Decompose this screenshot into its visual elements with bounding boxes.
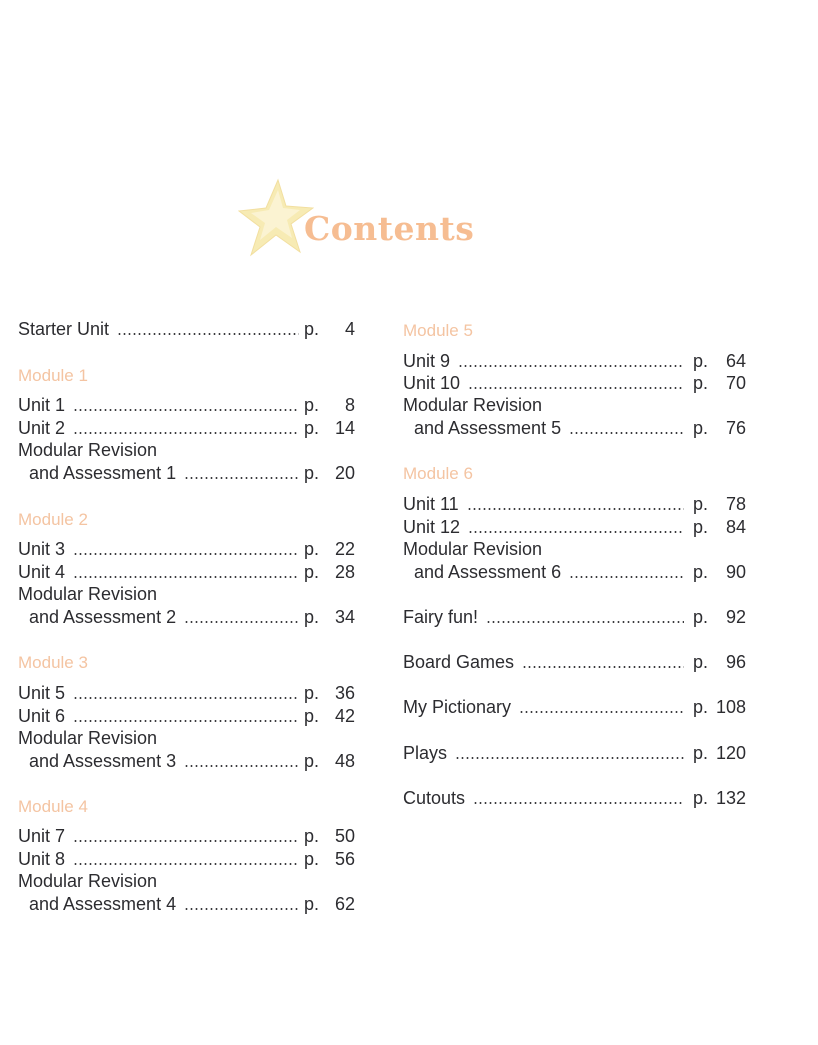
page-number: 34	[334, 607, 355, 627]
page-prefix: p.	[304, 894, 320, 914]
page-number: 4	[344, 319, 355, 339]
dot-leader	[468, 386, 684, 390]
page-prefix: p.	[304, 463, 320, 483]
page-number: 20	[334, 463, 355, 483]
contents-header	[238, 178, 478, 262]
page-number: 120	[715, 743, 746, 763]
entry-label: Unit 10	[403, 373, 461, 393]
dot-leader	[522, 665, 684, 669]
dot-leader	[468, 530, 684, 534]
page-prefix: p.	[304, 683, 320, 703]
entry-label: Unit 9	[403, 351, 451, 371]
entry-label: and Assessment 6	[414, 562, 562, 582]
module-heading: Module 2	[18, 510, 88, 529]
page-number: 48	[334, 751, 355, 771]
page-prefix: p.	[304, 395, 320, 415]
toc-entry[interactable]	[18, 561, 355, 584]
entry-label: and Assessment 2	[29, 607, 177, 627]
page-prefix: p.	[693, 517, 709, 537]
page-prefix: p.	[304, 607, 320, 627]
page-number: 64	[725, 351, 746, 371]
dot-leader	[455, 756, 684, 760]
toc-entry[interactable]	[18, 825, 355, 848]
page-number: 92	[725, 607, 746, 627]
entry-label: Unit 1	[18, 395, 66, 415]
toc-entry[interactable]	[18, 893, 355, 916]
dot-leader	[73, 431, 299, 435]
dot-leader	[73, 862, 299, 866]
entry-label: Unit 2	[18, 418, 66, 438]
toc-entry[interactable]	[403, 350, 746, 373]
page-number: 132	[715, 788, 746, 808]
dot-leader	[184, 907, 299, 911]
page-prefix: p.	[693, 697, 709, 717]
toc-entry[interactable]	[18, 538, 355, 561]
toc-entry[interactable]	[18, 705, 355, 728]
dot-leader	[73, 575, 299, 579]
page-number: 78	[725, 494, 746, 514]
entry-label: and Assessment 3	[29, 751, 177, 771]
entry-label: and Assessment 5	[414, 418, 562, 438]
page-prefix: p.	[693, 418, 709, 438]
dot-leader	[73, 408, 299, 412]
entry-label: Unit 7	[18, 826, 66, 846]
entry-title-line: Modular Revision	[403, 539, 543, 559]
entry-title-line: Modular Revision	[18, 440, 158, 460]
toc-entry[interactable]	[18, 417, 355, 440]
page-prefix: p.	[304, 826, 320, 846]
module-heading: Module 4	[18, 797, 88, 816]
page-number: 36	[334, 683, 355, 703]
dot-leader	[569, 575, 684, 579]
module-heading: Module 3	[18, 653, 88, 672]
page-prefix: p.	[693, 607, 709, 627]
module-heading: Module 6	[403, 464, 473, 483]
page-number: 22	[334, 539, 355, 559]
entry-title-line: Modular Revision	[18, 871, 158, 891]
page-prefix: p.	[693, 788, 709, 808]
page-prefix: p.	[693, 743, 709, 763]
page-prefix: p.	[693, 562, 709, 582]
page-prefix: p.	[304, 539, 320, 559]
toc-entry[interactable]	[403, 516, 746, 539]
dot-leader	[73, 839, 299, 843]
entry-label: My Pictionary	[403, 697, 512, 717]
page-prefix: p.	[693, 373, 709, 393]
page-prefix: p.	[693, 652, 709, 672]
page-prefix: p.	[304, 562, 320, 582]
entry-label: Starter Unit	[18, 319, 110, 339]
dot-leader	[184, 476, 299, 480]
entry-label: and Assessment 1	[29, 463, 177, 483]
toc-entry[interactable]	[403, 372, 746, 395]
entry-label: Unit 4	[18, 562, 66, 582]
entry-label: and Assessment 4	[29, 894, 177, 914]
entry-label: Fairy fun!	[403, 607, 479, 627]
entry-label: Unit 8	[18, 849, 66, 869]
toc-entry[interactable]	[18, 606, 355, 629]
toc-entry[interactable]	[18, 848, 355, 871]
module-heading: Module 5	[403, 321, 473, 340]
page-number: 84	[725, 517, 746, 537]
page-number: 96	[725, 652, 746, 672]
entry-title-line: Modular Revision	[18, 728, 158, 748]
page-number: 76	[725, 418, 746, 438]
dot-leader	[73, 552, 299, 556]
entry-title-line: Modular Revision	[18, 584, 158, 604]
toc-entry[interactable]	[18, 682, 355, 705]
page-number: 62	[334, 894, 355, 914]
entry-title-line: Modular Revision	[403, 395, 543, 415]
toc-entry[interactable]	[403, 651, 746, 674]
toc-entry[interactable]	[18, 394, 355, 417]
dot-leader	[486, 620, 684, 624]
page-number: 42	[334, 706, 355, 726]
dot-leader	[117, 332, 299, 336]
star-icon	[238, 178, 314, 258]
entry-label: Plays	[403, 743, 448, 763]
page-prefix: p.	[304, 418, 320, 438]
page-number: 108	[715, 697, 746, 717]
page-number: 14	[334, 418, 355, 438]
page-number: 28	[334, 562, 355, 582]
page-number: 50	[334, 826, 355, 846]
dot-leader	[519, 710, 684, 714]
entry-label: Board Games	[403, 652, 515, 672]
toc-entry[interactable]	[403, 606, 746, 629]
page-prefix: p.	[304, 751, 320, 771]
page-number: 90	[725, 562, 746, 582]
page-number: 8	[344, 395, 355, 415]
toc-entry[interactable]	[403, 417, 746, 440]
toc-entry[interactable]	[18, 750, 355, 773]
toc-entry[interactable]	[403, 742, 746, 765]
entry-label: Cutouts	[403, 788, 466, 808]
page-number: 56	[334, 849, 355, 869]
page-title: Contents	[304, 209, 475, 248]
dot-leader	[73, 719, 299, 723]
dot-leader	[569, 431, 684, 435]
module-heading: Module 1	[18, 366, 88, 385]
dot-leader	[73, 696, 299, 700]
dot-leader	[184, 620, 299, 624]
entry-label: Unit 6	[18, 706, 66, 726]
page-prefix: p.	[693, 494, 709, 514]
page-prefix: p.	[693, 351, 709, 371]
dot-leader	[467, 507, 684, 511]
toc-entry[interactable]	[403, 561, 746, 584]
entry-label: Unit 11	[403, 494, 459, 514]
toc-entry[interactable]	[18, 462, 355, 485]
page-prefix: p.	[304, 319, 320, 339]
toc-entry[interactable]	[403, 696, 746, 719]
dot-leader	[473, 801, 684, 805]
dot-leader	[458, 364, 684, 368]
entry-label: Unit 5	[18, 683, 66, 703]
entry-label: Unit 12	[403, 517, 461, 537]
entry-label: Unit 3	[18, 539, 66, 559]
dot-leader	[184, 764, 299, 768]
page-number: 70	[725, 373, 746, 393]
toc-entry[interactable]	[18, 318, 355, 341]
toc-entry[interactable]	[403, 493, 746, 516]
toc-entry[interactable]	[403, 787, 746, 810]
page-prefix: p.	[304, 849, 320, 869]
page-prefix: p.	[304, 706, 320, 726]
